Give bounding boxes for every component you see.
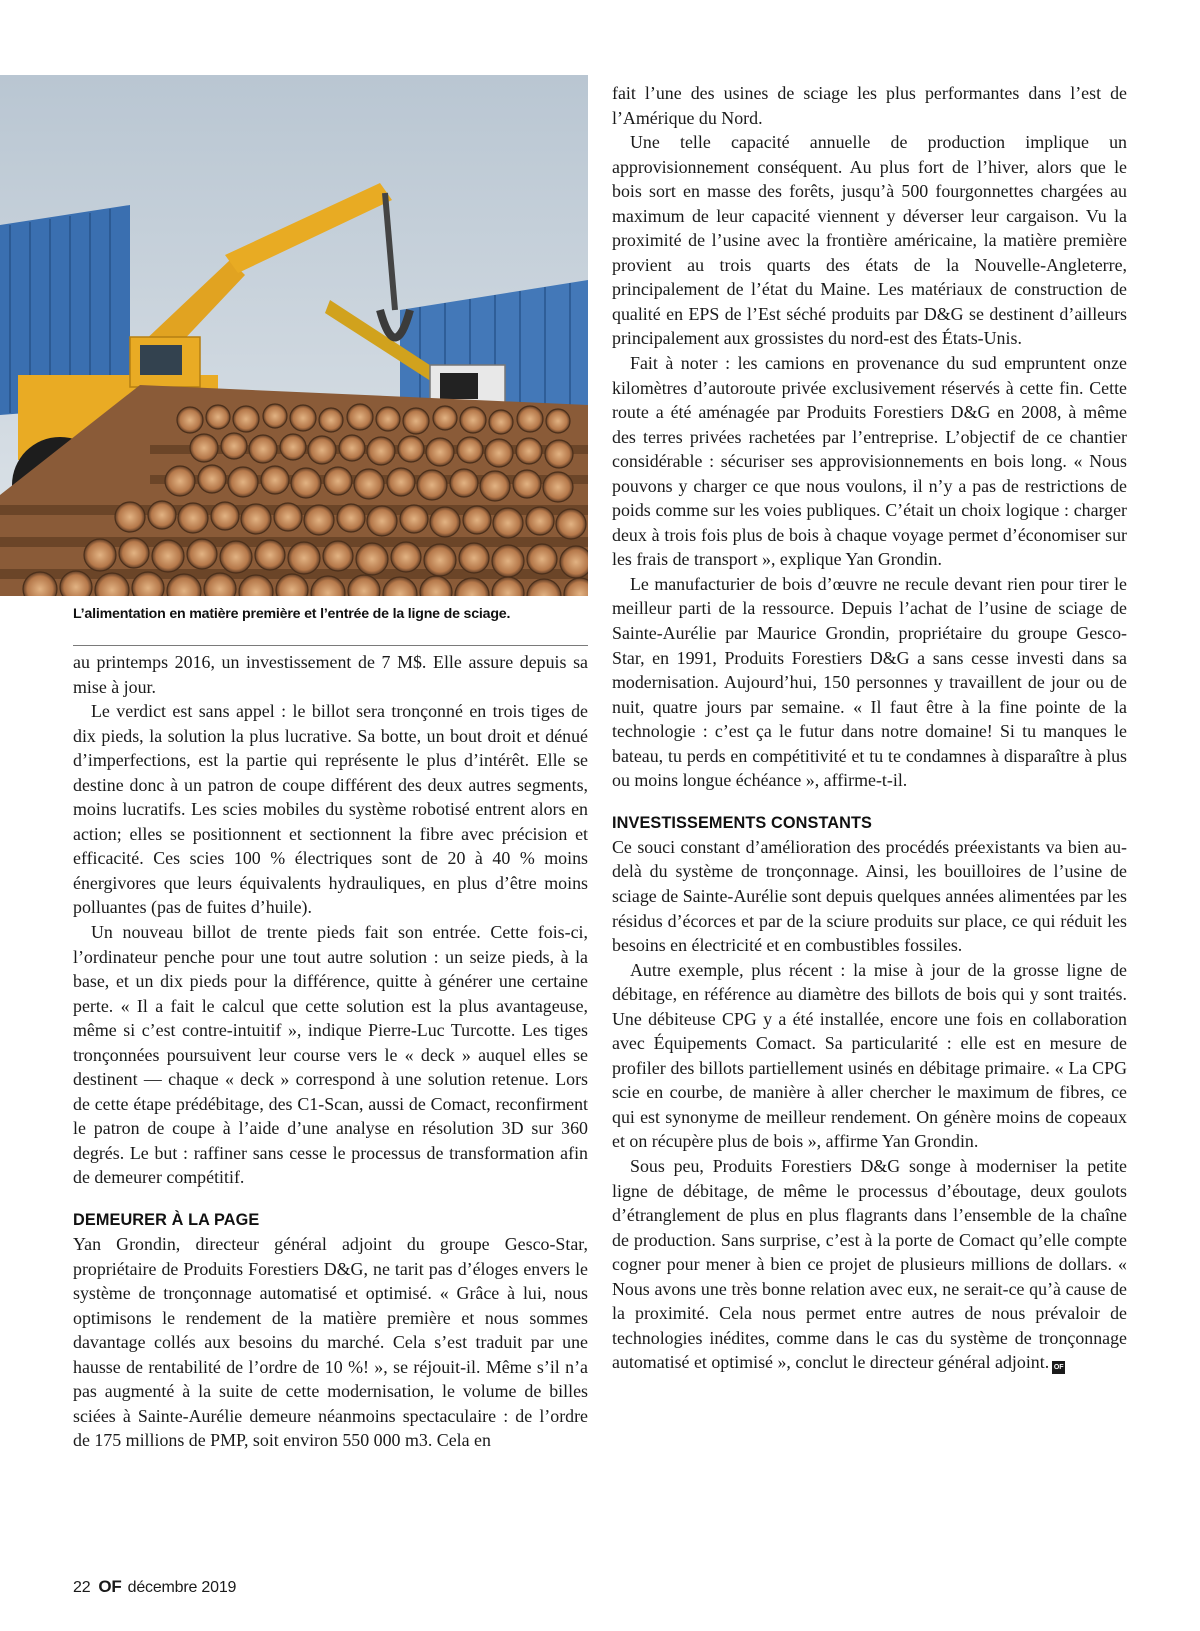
page-footer (73, 1577, 236, 1597)
section-heading: DEMEURER À LA PAGE (73, 1211, 260, 1230)
paragraph: au printemps 2016, un investissement de 7 M$. Elle assure depuis sa mise à jour. (73, 652, 588, 697)
paragraph-text: Sous peu, Produits Forestiers D&G songe à moderniser la petite ligne de débitage, de même le processus d’éboutage, deux goulots d’étranglement de plus en plus flagrants dans l’ensemble de la chaîne de production. Sans surprise, c’est à la porte de Comact qu’elle compte cogner pour mener à bien ce projet de plusieurs millions de dollars. « Nous avons une très bonne relation avec eux, ne serait-ce qu’à cause de la proximité. Cela nous permet entre autres de nous prévaloir de technologies inédites, comme dans le cas du système de tronçonnage automatisé et optimisé », conclut le directeur général adjoint. (612, 1155, 1127, 1373)
magazine-brand: OF (98, 1577, 122, 1596)
issue-date: décembre 2019 (127, 1579, 237, 1596)
paragraph: Autre exemple, plus récent : la mise à jour de la grosse ligne de débitage, en référence au diamètre des billots de bois qui y sont traités. Une débiteuse CPG y a été installée, encore une fois en collaboration avec Équipements Comact. Sa particularité : elle est en mesure de profiler des billots partiellement usinés en débitage primaire. « La CPG scie en courbe, de manière à aller chercher le maximum de fibres, ce qui est synonyme de meilleur rendement. On génère moins de copeaux et on récupère plus de bois », affirme Yan Grondin. (612, 959, 1127, 1152)
paragraph: Le manufacturier de bois d’œuvre ne recule devant rien pour tirer le meilleur parti de la ressource. Depuis l’achat de l’usine de sciage de Sainte-Aurélie par Maurice Grondin, propriétaire du groupe Gesco-Star, en 1991, Produits Forestiers D&G a sans cesse investi dans sa modernisation. Aujourd’hui, 150 personnes y travaillent de jour ou de nuit, quatre jours par semaine. « Il faut être à la fine pointe de la technologie : c’est ça le futur dans notre domaine! Si tu manques le bateau, tu perds en compétitivité et tu te condamnes à disparaître à plus ou moins longue échéance », affirme-t-il. (612, 573, 1127, 791)
log-yard-photo (0, 75, 588, 596)
paragraph: Le verdict est sans appel : le billot sera tronçonné en trois tiges de dix pieds, la solution la plus lucrative. Sa botte, un bout droit et dénué d’imperfections, est la partie qui représente le plus d’intérêt. Elle se destine donc à un patron de coupe différent des deux autres segments, moins lucratifs. Les scies mobiles du système robotisé entrent alors en action; elles se positionnent et sectionnent la fibre avec précision et efficacité. Ces scies 100 % électriques sont de 20 à 40 % moins énergivores que leurs équivalents hydrauliques, en plus d’être moins polluantes (pas de fuites d’huile). (73, 701, 588, 918)
right-text-column (612, 81, 1127, 1375)
section-heading: INVESTISSEMENTS CONSTANTS (612, 813, 873, 832)
paragraph: Fait à noter : les camions en provenance du sud empruntent onze kilomètres d’autoroute privée exclusivement réservés à cette fin. Cette route a été aménagée par Produits Forestiers D&G en 2008, à même des terres privées rachetées par l’entreprise. L’objectif de ce chantier considérable : sécuriser ses approvisionnements en bois long. « Nous pouvons y charger ce que nous voulons, il n’y a pas de restrictions de poids comme sur les voies publiques. C’était un choix logique : charger deux à trois fois plus de bois à chaque voyage permet d’économiser sur les frais de transport », explique Yan Grondin. (612, 353, 1127, 570)
log-yard-illustration (0, 75, 588, 596)
photo-caption: L’alimentation en matière première et l’entrée de la ligne de sciage. (73, 606, 511, 622)
paragraph: fait l’une des usines de sciage les plus performantes dans l’est de l’Amérique du Nord. (612, 83, 1127, 128)
paragraph: Une telle capacité annuelle de production implique un approvisionnement conséquent. Au plus fort de l’hiver, alors que le bois sort en masse des forêts, jusqu’à 500 fourgonnettes chargées au maximum de leur capacité viennent y déverser leur cargaison. Vu la proximité de l’usine avec la frontière américaine, la matière première provient au trois quarts des états de la Nouvelle-Angleterre, principalement de l’état du Maine. Les matériaux de construction de qualité en EPS de l’Est séché produits par D&G se destinent d’ailleurs principalement aux grossistes du nord-est des États-Unis. (612, 132, 1127, 349)
page-number: 22 (73, 1579, 91, 1596)
end-of-article-icon: OF (1052, 1361, 1065, 1374)
paragraph: Ce souci constant d’amélioration des procédés préexistants va bien au-delà du système de tronçonnage. Ainsi, les bouilloires de l’usine de sciage de Sainte-Aurélie sont depuis quelques années alimentées par les résidus d’écorces et par de la sciure produits sur place, ce qui réduit les besoins en électricité et en combustibles fossiles. (612, 836, 1127, 956)
paragraph: Un nouveau billot de trente pieds fait son entrée. Cette fois-ci, l’ordinateur penche pour une tout autre solution : un seize pieds, à la base, et un dix pieds pour la différence, quitte à générer une certaine perte. « Il a fait le calcul que cette solution est la plus avantageuse, même si c’est contre-intuitif », indique Pierre-Luc Turcotte. Les tiges tronçonnées poursuivent leur course vers le « deck » auquel elles se destinent — chaque « deck » correspond à une solution retenue. Lors de cette étape prédébitage, des C1-Scan, aussi de Comact, reconfirment le patron de coupe à l’aide d’une analyse en résolution 3D sur 360 degrés. Le but : raffiner sans cesse le processus de transformation afin de demeurer compétitif. (73, 922, 588, 1188)
paragraph-last (612, 1154, 1127, 1375)
paragraph: Yan Grondin, directeur général adjoint du groupe Gesco-Star, propriétaire de Produits Forestiers D&G, ne tarit pas d’éloges envers le système de tronçonnage automatisé et optimisé. « Grâce à lui, nous optimisons le rendement de la matière première et nous sommes davantage collés aux besoins du marché. Cela s’est traduit par une hausse de rentabilité de l’ordre de 10 %! », se réjouit-il. Même s’il n’a pas augmenté à la suite de cette modernisation, le volume de billes sciées à Sainte-Aurélie demeure néanmoins spectaculaire : de l’ordre de 175 millions de PMP, soit environ 550 000 m3. Cela en (73, 1234, 588, 1451)
caption-divider (73, 645, 588, 646)
left-text-column (73, 650, 588, 1453)
